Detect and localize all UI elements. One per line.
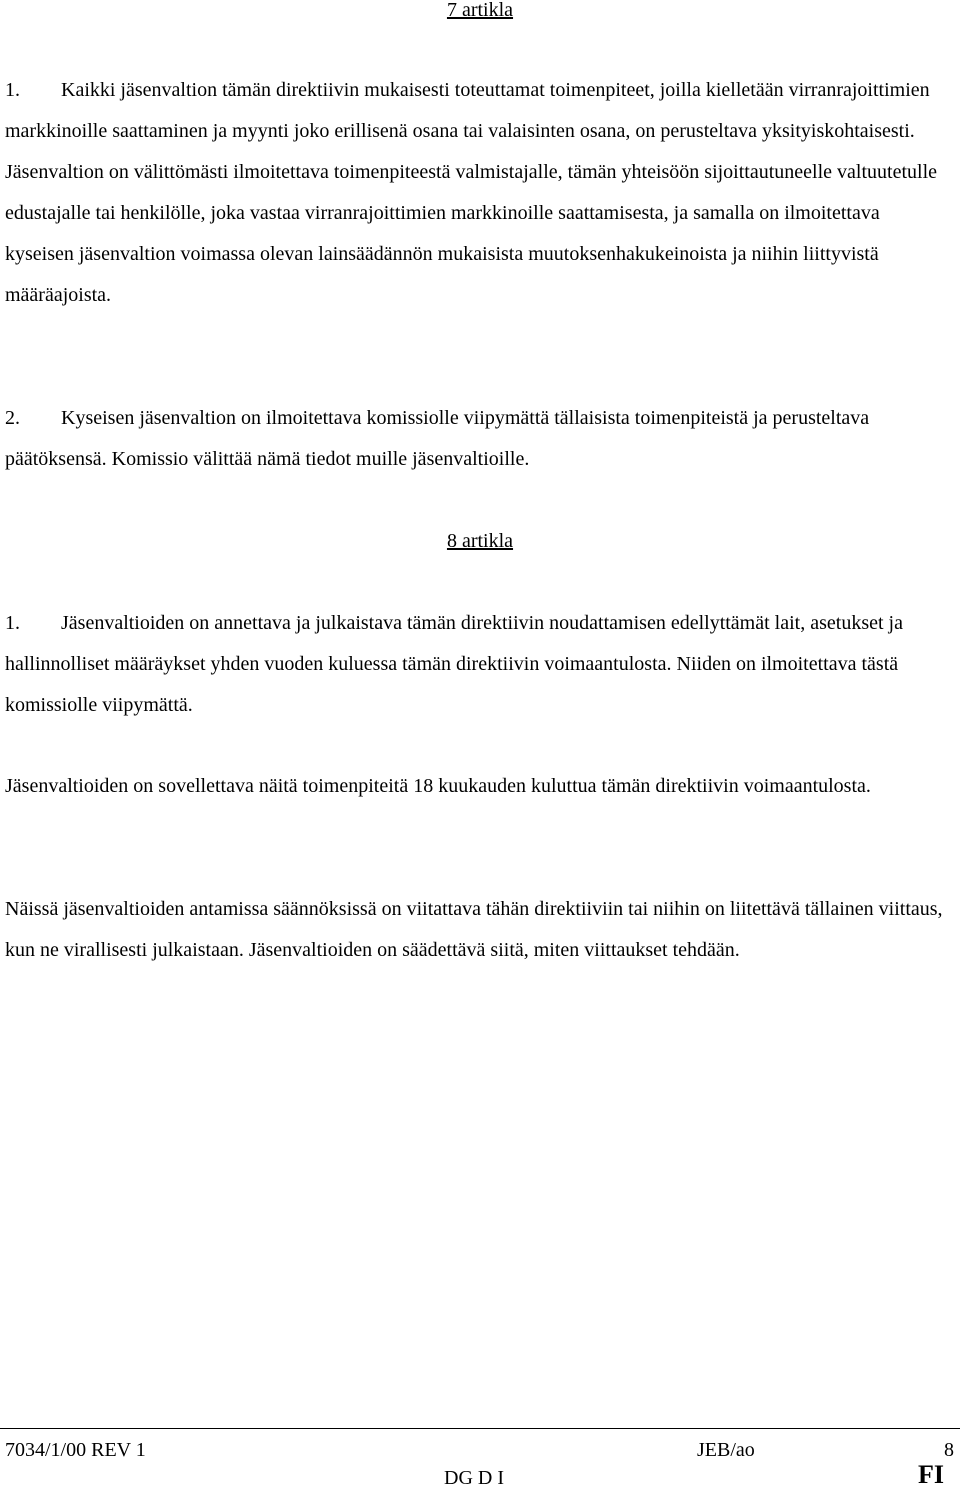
footer-document-reference: 7034/1/00 REV 1	[5, 1439, 146, 1461]
footer-directorate: DG D I	[444, 1467, 504, 1489]
article-8-paragraph-1	[5, 603, 953, 726]
article-7-heading: 7 artikla	[446, 0, 514, 21]
article-7-paragraph-2-number: 2.	[5, 407, 20, 429]
article-7-paragraph-1	[5, 70, 953, 316]
footer-divider	[0, 1428, 960, 1429]
article-8-paragraph-3: Näissä jäsenvaltioiden antamissa säännöksissä on viitattava tähän direktiiviin tai niihin on liitettävä tällainen viittaus, kun ne virallisesti julkaistaan. Jäsenvaltioiden on säädettävä siitä, miten viittaukset tehdään.	[5, 898, 943, 961]
article-8-paragraph-1-text: Jäsenvaltioiden on annettava ja julkaistava tämän direktiivin noudattamisen edellyttämät lait, asetukset ja hallinnolliset määräykset yhden vuoden kuluessa tämän direktiivin voimaantulosta. Niiden on ilmoitettava tästä komissiolle viipymättä.	[5, 612, 903, 716]
footer-language-code: FI	[918, 1460, 944, 1489]
footer-page-number: 8	[944, 1439, 954, 1461]
article-7-paragraph-1-text: Kaikki jäsenvaltion tämän direktiivin mukaisesti toteuttamat toimenpiteet, joilla kielletään virranrajoittimien markkinoille saattaminen ja myynti joko erillisenä osana tai valaisinten osana, on perusteltava yksityiskohtaisesti. Jäsenvaltion on välittömästi ilmoitettava toimenpiteestä valmistajalle, tämän yhteisöön sijoittautuneelle valtuutetulle edustajalle tai henkilölle, joka vastaa virranrajoittimien markkinoille saattamisesta, ja samalla on ilmoitettava kyseisen jäsenvaltion voimassa olevan lainsäädännön mukaisista muutoksenhakukeinoista ja niihin liittyvistä määräajoista.	[5, 79, 938, 306]
article-8-heading: 8 artikla	[446, 530, 514, 552]
article-7-paragraph-1-number: 1.	[5, 79, 20, 101]
article-7-paragraph-2-text: Kyseisen jäsenvaltion on ilmoitettava komissiolle viipymättä tällaisista toimenpiteistä ja perusteltava päätöksensä. Komissio välittää nämä tiedot muille jäsenvaltioille.	[5, 407, 870, 470]
footer-initials: JEB/ao	[697, 1439, 755, 1461]
article-7-paragraph-2	[5, 398, 953, 480]
article-8-paragraph-1-number: 1.	[5, 612, 20, 634]
article-8-paragraph-2: Jäsenvaltioiden on sovellettava näitä toimenpiteitä 18 kuukauden kuluttua tämän direktiivin voimaantulosta.	[5, 775, 871, 797]
